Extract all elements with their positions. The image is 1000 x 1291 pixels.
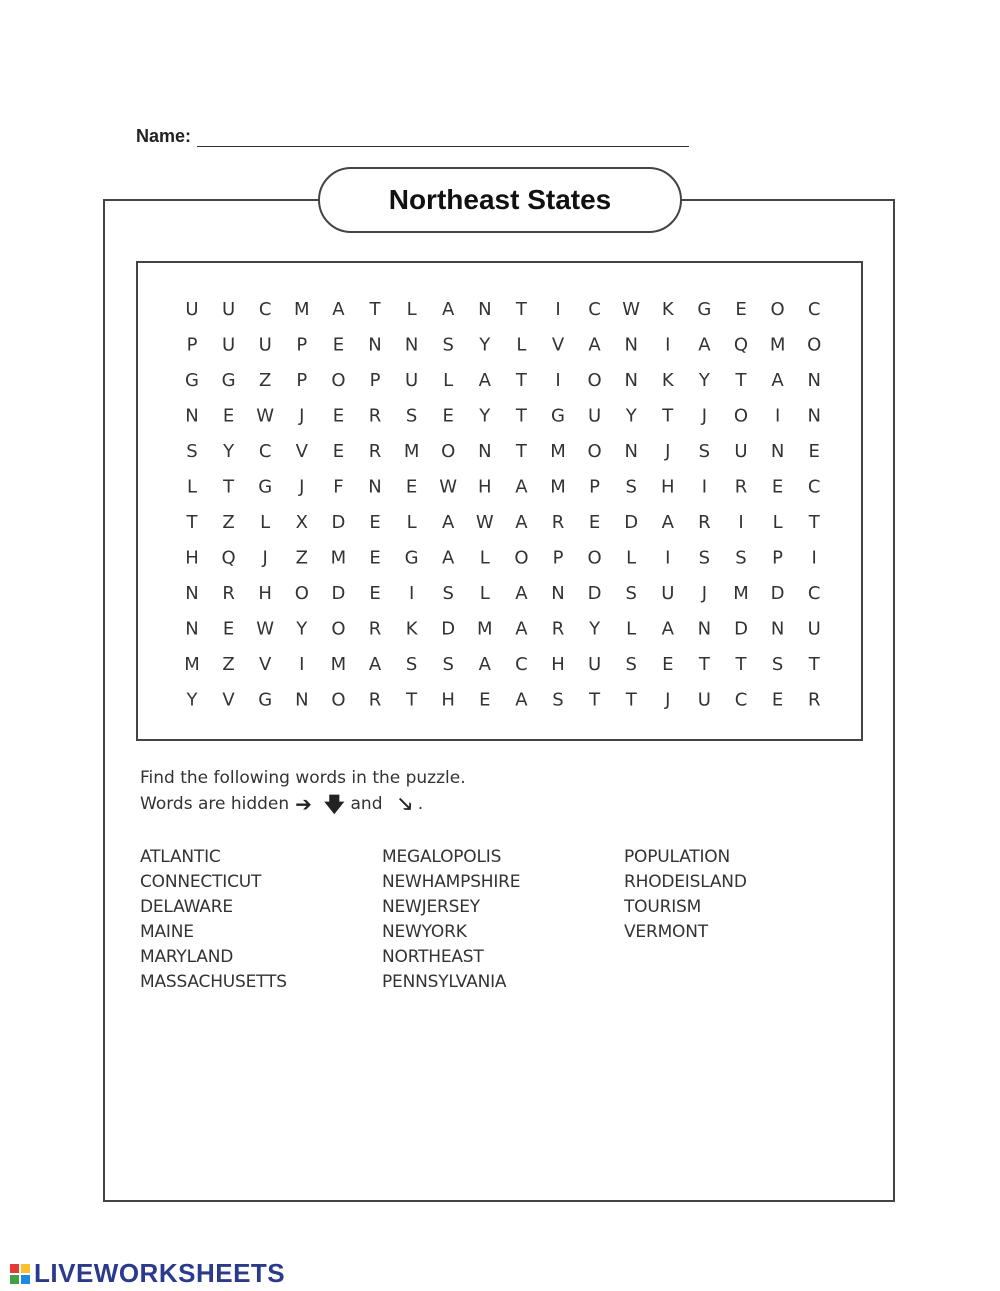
grid-letter[interactable]: C [258, 299, 272, 320]
grid-letter[interactable]: A [661, 618, 674, 640]
grid-letter[interactable]: O [770, 299, 785, 320]
grid-letter[interactable]: R [222, 583, 235, 604]
grid-letter[interactable]: R [734, 476, 748, 498]
grid-letter[interactable]: P [186, 334, 198, 356]
grid-letter[interactable]: Z [259, 370, 272, 391]
grid-letter[interactable]: A [515, 583, 528, 604]
grid-letter[interactable]: T [698, 654, 710, 675]
grid-letter[interactable]: I [555, 299, 561, 320]
grid-letter[interactable]: N [807, 405, 821, 427]
logo-block [10, 1264, 19, 1273]
name-label: Name: [136, 126, 192, 146]
grid-letter[interactable]: S [735, 547, 747, 569]
grid-letter[interactable]: L [516, 334, 527, 356]
name-row [136, 126, 689, 147]
grid-letter[interactable]: Y [296, 618, 308, 640]
grid-letter[interactable]: N [185, 583, 199, 604]
grid-letter[interactable]: O [807, 334, 822, 356]
grid-letter[interactable]: E [369, 583, 381, 604]
grid-letter[interactable]: W [475, 512, 494, 533]
grid-letter[interactable]: E [479, 689, 491, 711]
grid-letter[interactable]: T [406, 689, 418, 711]
grid-letter[interactable]: C [258, 441, 272, 462]
grid-letter[interactable]: V [295, 441, 308, 462]
grid-letter[interactable]: A [368, 654, 382, 675]
grid-letter[interactable]: N [185, 618, 199, 640]
grid-letter[interactable]: A [478, 370, 491, 391]
grid-letter[interactable]: F [333, 476, 344, 498]
grid-letter[interactable]: U [185, 299, 199, 320]
grid-letter[interactable]: I [299, 654, 305, 675]
grid-letter[interactable]: P [369, 370, 381, 391]
grid-letter[interactable]: I [408, 583, 415, 604]
grid-letter[interactable]: U [588, 654, 602, 675]
grid-letter[interactable]: P [296, 370, 308, 391]
page-title: Northeast States [388, 184, 612, 215]
grid-letter[interactable]: N [478, 299, 492, 320]
grid-letter[interactable]: K [661, 299, 674, 320]
grid-letter[interactable]: J [665, 441, 671, 462]
grid-letter[interactable]: O [331, 689, 346, 711]
word-list-item: DELAWARE [140, 897, 233, 917]
word-list-item: ATLANTIC [140, 847, 221, 867]
title-banner [318, 167, 682, 233]
grid-letter[interactable]: Y [479, 405, 491, 427]
word-list-item: NEWYORK [382, 922, 467, 942]
grid-letter[interactable]: W [256, 618, 275, 640]
grid-letter[interactable]: N [807, 370, 821, 391]
grid-letter[interactable]: T [369, 299, 381, 320]
grid-letter[interactable]: E [369, 547, 381, 569]
grid-letter[interactable]: I [665, 334, 671, 356]
grid-letter[interactable]: M [294, 299, 310, 320]
grid-letter[interactable]: O [587, 547, 602, 569]
grid-letter[interactable]: A [515, 476, 528, 498]
grid-letter[interactable]: P [296, 334, 308, 356]
word-list-item: CONNECTICUT [140, 872, 262, 892]
grid-letter[interactable]: L [260, 512, 271, 533]
word-list-item: NEWJERSEY [382, 897, 480, 917]
word-list-item: VERMONT [624, 922, 708, 942]
grid-letter[interactable]: O [331, 370, 346, 391]
grid-letter[interactable]: N [770, 618, 785, 640]
grid-letter[interactable]: L [479, 583, 490, 604]
grid-letter[interactable]: J [701, 583, 708, 604]
grid-letter[interactable]: R [551, 512, 565, 533]
grid-letter[interactable]: A [771, 370, 784, 391]
word-list-item: MEGALOPOLIS [382, 847, 502, 867]
liveworksheets-logo-icon [10, 1264, 30, 1284]
grid-letter[interactable]: S [405, 405, 418, 427]
grid-letter[interactable]: T [515, 405, 527, 427]
instructions [140, 765, 466, 817]
grid-letter[interactable]: J [262, 547, 268, 569]
grid-letter[interactable]: M [403, 441, 420, 462]
grid-letter[interactable]: N [295, 689, 309, 711]
grid-letter[interactable]: Q [733, 334, 749, 356]
grid-letter[interactable]: E [771, 476, 784, 498]
grid-letter[interactable]: G [551, 405, 565, 427]
grid-letter[interactable]: M [477, 618, 493, 640]
grid-letter[interactable]: T [515, 370, 527, 391]
grid-letter[interactable]: G [258, 689, 273, 711]
grid-letter[interactable]: O [733, 405, 749, 427]
grid-letter[interactable]: T [589, 689, 601, 711]
grid-letter[interactable]: E [662, 654, 674, 675]
grid-letter[interactable]: Y [479, 334, 491, 356]
instructions-line-1: Find the following words in the puzzle. [140, 768, 466, 788]
grid-letter[interactable]: R [368, 405, 382, 427]
grid-letter[interactable]: K [661, 370, 674, 391]
grid-letter[interactable]: S [552, 689, 564, 711]
word-list-item: RHODEISLAND [624, 872, 747, 892]
grid-letter[interactable]: P [772, 547, 784, 569]
instructions-hidden-text: Words are hidden [140, 794, 290, 814]
grid-letter[interactable]: P [552, 547, 564, 569]
grid-letter[interactable]: U [734, 441, 748, 462]
grid-letter[interactable]: G [697, 299, 712, 320]
grid-letter[interactable]: N [624, 334, 638, 356]
grid-letter[interactable]: R [698, 512, 711, 533]
footer-brand [10, 1258, 285, 1289]
grid-letter[interactable]: U [222, 299, 236, 320]
grid-letter[interactable]: H [185, 547, 199, 569]
grid-letter[interactable]: N [770, 441, 785, 462]
grid-letter[interactable]: S [698, 441, 711, 462]
grid-letter[interactable]: I [665, 547, 671, 569]
word-list-item: MASSACHUSETTS [140, 972, 287, 992]
instructions-line-2 [140, 791, 466, 817]
grid-letter[interactable]: K [405, 618, 418, 640]
grid-letter[interactable]: A [515, 512, 528, 533]
grid-letter[interactable]: T [808, 512, 820, 533]
grid-letter[interactable]: L [186, 476, 198, 498]
grid-letter[interactable]: E [332, 334, 345, 356]
grid-letter[interactable]: I [774, 405, 781, 427]
grid-letter[interactable]: A [442, 512, 455, 533]
grid-letter[interactable]: T [186, 512, 198, 533]
grid-letter[interactable]: N [551, 583, 565, 604]
grid-letter[interactable]: H [441, 689, 455, 711]
grid-letter[interactable]: J [701, 405, 708, 427]
grid-letter[interactable]: D [441, 618, 456, 640]
grid-letter[interactable]: I [811, 547, 817, 569]
grid-letter[interactable]: R [807, 689, 821, 711]
grid-letter[interactable]: N [185, 405, 199, 427]
grid-letter[interactable]: I [738, 512, 744, 533]
logo-block [21, 1275, 30, 1284]
grid-letter[interactable]: U [222, 334, 236, 356]
grid-letter[interactable]: U [661, 583, 675, 604]
grid-letter[interactable]: M [184, 654, 200, 675]
grid-letter[interactable]: R [551, 618, 565, 640]
grid-letter[interactable]: E [588, 512, 601, 533]
grid-letter[interactable]: R [368, 618, 382, 640]
grid-letter[interactable]: E [442, 405, 454, 427]
grid-letter[interactable]: T [515, 441, 527, 462]
grid-letter[interactable]: L [626, 618, 637, 640]
grid-letter[interactable]: J [299, 405, 305, 427]
grid-letter[interactable]: S [625, 654, 637, 675]
grid-letter[interactable]: L [443, 370, 454, 391]
grid-letter[interactable]: Y [625, 405, 637, 427]
logo-block [10, 1275, 19, 1284]
logo-block [21, 1264, 30, 1273]
grid-letter[interactable]: P [589, 476, 601, 498]
instructions-and-text: and [350, 794, 383, 814]
grid-letter[interactable]: W [256, 405, 275, 427]
grid-letter[interactable]: U [697, 689, 711, 711]
grid-letter[interactable]: V [551, 334, 565, 356]
word-search-grid [136, 261, 863, 741]
word-list-column-2 [382, 845, 624, 995]
grid-letter[interactable]: D [331, 512, 346, 533]
grid-letter[interactable]: H [661, 476, 675, 498]
grid-letter[interactable]: M [550, 441, 566, 462]
grid-letter[interactable]: T [808, 654, 820, 675]
grid-letter[interactable]: U [807, 618, 821, 640]
word-list-column-1 [140, 845, 382, 995]
grid-letter[interactable]: S [771, 654, 784, 675]
grid-letter[interactable]: U [588, 405, 602, 427]
grid-letter[interactable]: T [625, 689, 637, 711]
grid-letter[interactable]: L [626, 547, 637, 569]
grid-letter[interactable]: S [698, 547, 711, 569]
name-input-line[interactable] [197, 128, 689, 147]
grid-letter[interactable]: I [701, 476, 708, 498]
grid-letter[interactable]: T [735, 370, 747, 391]
grid-letter[interactable]: O [587, 441, 602, 462]
grid-letter[interactable]: S [442, 334, 454, 356]
grid-letter[interactable]: A [588, 334, 601, 356]
grid-letter[interactable]: W [622, 299, 641, 320]
grid-letter[interactable]: H [478, 476, 492, 498]
grid-letter[interactable]: L [772, 512, 783, 533]
grid-letter[interactable]: T [515, 299, 527, 320]
grid-letter[interactable]: D [624, 512, 639, 533]
word-list-item: NEWHAMPSHIRE [382, 872, 521, 892]
instructions-period: . [417, 794, 424, 814]
grid-letter[interactable]: O [331, 618, 346, 640]
grid-letter[interactable]: A [661, 512, 674, 533]
arrow-down-icon: 🡇 [323, 792, 345, 816]
grid-letter[interactable]: G [404, 547, 419, 569]
grid-letter[interactable]: T [735, 654, 747, 675]
grid-letter[interactable]: J [299, 476, 305, 498]
grid-letter[interactable]: O [294, 583, 309, 604]
brand-name: LIVEWORKSHEETS [34, 1258, 286, 1288]
grid-letter[interactable]: Y [186, 689, 198, 711]
word-list-item: PENNSYLVANIA [382, 972, 507, 992]
grid-letter[interactable]: U [405, 370, 419, 391]
grid-letter[interactable]: S [186, 441, 198, 462]
grid-letter[interactable]: V [222, 689, 235, 711]
grid-letter[interactable]: N [624, 370, 638, 391]
grid-letter[interactable]: N [368, 476, 382, 498]
grid-letter[interactable]: E [222, 618, 235, 640]
grid-letter[interactable]: G [185, 370, 199, 391]
grid-letter[interactable]: O [587, 370, 602, 391]
word-list-item: MAINE [140, 922, 194, 942]
grid-letter[interactable]: L [406, 299, 417, 320]
grid-letter[interactable]: E [405, 476, 418, 498]
grid-letter[interactable]: E [808, 441, 820, 462]
grid-letter[interactable]: T [662, 405, 674, 427]
grid-letter[interactable]: H [258, 583, 272, 604]
word-list-item: MARYLAND [140, 947, 234, 967]
grid-letter[interactable]: L [479, 547, 490, 569]
grid-letter[interactable]: V [259, 654, 272, 675]
grid-letter[interactable]: C [588, 299, 601, 320]
word-list [140, 845, 866, 995]
grid-letter[interactable]: Z [295, 547, 308, 569]
grid-letter[interactable]: R [368, 689, 382, 711]
grid-letter[interactable]: H [551, 654, 565, 675]
grid-letter[interactable]: A [478, 654, 491, 675]
letter-grid [138, 263, 860, 738]
grid-letter[interactable]: I [555, 370, 561, 391]
grid-letter[interactable]: N [404, 334, 419, 356]
grid-letter[interactable]: D [331, 583, 346, 604]
grid-letter[interactable]: U [258, 334, 272, 356]
grid-letter[interactable]: E [771, 689, 784, 711]
grid-letter[interactable]: T [223, 476, 235, 498]
grid-letter[interactable]: D [770, 583, 785, 604]
word-list-item: POPULATION [624, 847, 730, 867]
word-list-column-3 [624, 845, 866, 995]
grid-letter[interactable]: O [441, 441, 456, 462]
grid-letter[interactable]: G [221, 370, 236, 391]
grid-letter[interactable]: S [442, 654, 454, 675]
grid-letter[interactable]: C [807, 583, 821, 604]
grid-letter[interactable]: C [734, 689, 748, 711]
grid-letter[interactable]: J [665, 689, 671, 711]
grid-letter[interactable]: D [734, 618, 748, 640]
grid-letter[interactable]: E [332, 405, 345, 427]
grid-letter[interactable]: O [514, 547, 529, 569]
arrow-right-icon: ➔ [295, 792, 312, 816]
grid-letter[interactable]: S [625, 583, 637, 604]
grid-letter[interactable]: Q [221, 547, 236, 569]
grid-letter[interactable]: C [807, 476, 821, 498]
grid-letter[interactable]: A [442, 547, 455, 569]
grid-letter[interactable]: M [330, 654, 347, 675]
grid-letter[interactable]: M [550, 476, 566, 498]
grid-letter[interactable]: S [405, 654, 418, 675]
grid-letter[interactable]: N [697, 618, 712, 640]
grid-letter[interactable]: Z [222, 654, 235, 675]
grid-letter[interactable]: R [368, 441, 382, 462]
grid-letter[interactable]: X [295, 512, 308, 533]
grid-letter[interactable]: A [698, 334, 711, 356]
grid-letter[interactable]: L [406, 512, 417, 533]
grid-letter[interactable]: N [368, 334, 382, 356]
grid-letter[interactable]: C [515, 654, 528, 675]
word-list-item: NORTHEAST [382, 947, 484, 967]
word-list-item: TOURISM [624, 897, 702, 917]
grid-letter[interactable]: E [222, 405, 235, 427]
grid-letter[interactable]: M [769, 334, 786, 356]
grid-letter[interactable]: Y [589, 618, 601, 640]
grid-letter[interactable]: Y [223, 441, 235, 462]
grid-letter[interactable]: M [330, 547, 347, 569]
grid-letter[interactable]: A [515, 618, 528, 640]
grid-letter[interactable]: A [515, 689, 528, 711]
grid-letter[interactable]: W [439, 476, 458, 498]
grid-letter[interactable]: Y [698, 370, 710, 391]
grid-letter[interactable]: G [258, 476, 273, 498]
grid-letter[interactable]: N [478, 441, 492, 462]
grid-letter[interactable]: A [442, 299, 455, 320]
grid-letter[interactable]: E [332, 441, 345, 462]
grid-letter[interactable]: Z [222, 512, 235, 533]
grid-letter[interactable]: C [807, 299, 821, 320]
grid-letter[interactable]: D [587, 583, 602, 604]
grid-letter[interactable]: N [624, 441, 638, 462]
grid-letter[interactable]: M [733, 583, 749, 604]
grid-letter[interactable]: S [625, 476, 637, 498]
grid-letter[interactable]: A [332, 299, 345, 320]
grid-letter[interactable]: E [369, 512, 381, 533]
grid-letter[interactable]: S [442, 583, 454, 604]
grid-letter[interactable]: E [735, 299, 747, 320]
arrow-diagonal-icon: 🡖 [398, 792, 412, 816]
